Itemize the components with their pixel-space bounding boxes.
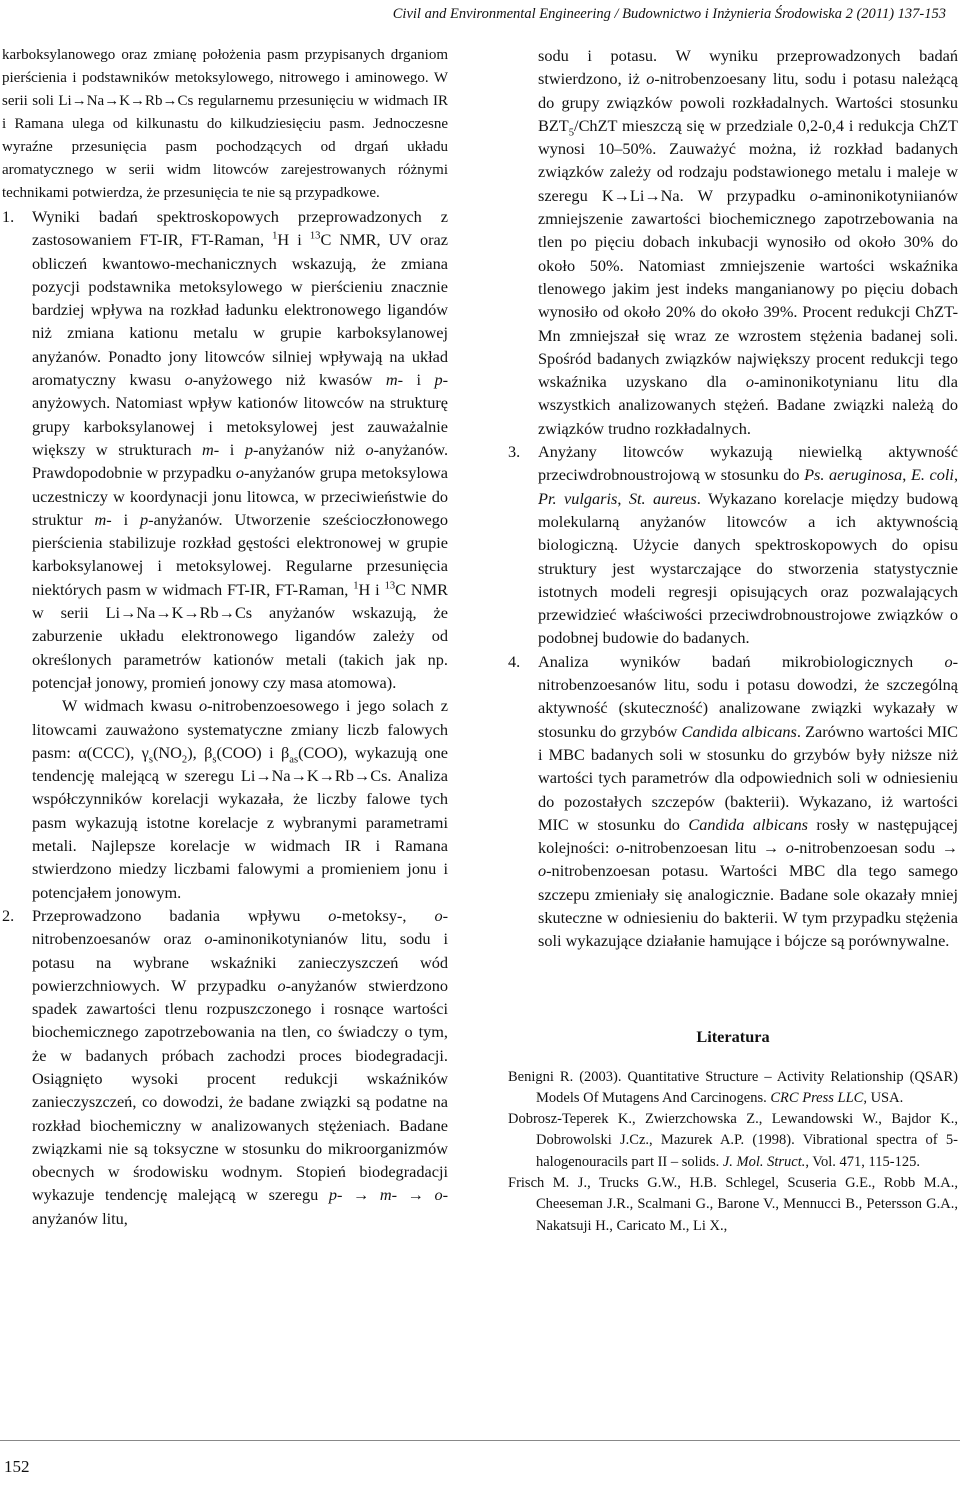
page-number: 152 bbox=[4, 1457, 30, 1476]
conclusion-item-4 bbox=[508, 650, 958, 953]
footer-rule bbox=[0, 1440, 960, 1441]
item-number: 1. bbox=[2, 207, 15, 226]
item-4-paragraph: Analiza wyników badań mikrobiologicznych o-nitrobenzoesanów litu, sodu i potasu dowodzi, że szczególną aktywność (skuteczność) analizowane związki wykazały w stosunku do grzybów Candida albicans. Zarówno wartości MIC i MBC badanych soli w stosunku do grzybów były niższe niż wartości tych parametrów dla odpowiednich soli w odniesieniu do pozostałych szczepów (bakterii). Wykazano, iż wartości MIC w stosunku do Candida albicans rosły w następującej kolejności: o-nitrobenzoesan litu → o-nitrobenzoesan sodu → o-nitrobenzoesan potasu. Wartości MBC dla tego samego szczepu zmieniały się analogicznie. Badane sole okazały mniej skuteczne w odniesieniu do bakterii. W tym przypadku stężenia soli wykazujące działanie hamujące i bójcze są porównywalne. bbox=[538, 651, 958, 951]
item-number: 3. bbox=[508, 442, 521, 462]
item-1-paragraph-2: W widmach kwasu o-nitrobenzoesowego i jego solach z litowcami zauważono systematyczne zmiany liczb falowych pasm: α(CCC), $\gamma_s(NO_2)$, $\beta_s(COO)$ i $\beta_{as}(COO)$, wykazują one tendencję malejącą w szeregu Li→Na→K→Rb→Cs. Analiza współczynników korelacji wykazała, że liczby falowe tych pasm wykazują istotne korelacje z wybranymi parametrami metali. Najlepsze korelacje w widmach IR i Ramana stwierdzono miedzy liczbami falowymi a promieniem jonu i potencjałem jonowym. bbox=[32, 696, 448, 902]
item-2-paragraph: Przeprowadzono badania wpływu o-metoksy-, o-nitrobenzoesanów oraz o-aminonikotynianów litu, sodu i potasu na wybrane wskaźniki zanieczyszczeń wód powierzchniowych. W przypadku o-anyżanów stwierdzono spadek zawartości tlenu rozpuszczonego i rosnące wartości biochemicznego zapotrzebowania na tlen, co świadczy o tym, że w badanych próbach zachodzi proces biodegradacji. Osiągnięto wysoki procent redukcji wskaźników zanieczyszczeń, co dowodzi, że badane związki są podatne na rozkład biochemiczny w analizowanych stężeniach. Badane związkami nie są toksyczne w stosunku do mikroorganizmów obecnych w środowisku wodnym. Stopień biodegradacji wykazuje tendencję malejącą w szeregu p- → m- → o- anyżanów litu, bbox=[32, 905, 449, 1228]
references-heading: Literatura bbox=[696, 1026, 770, 1046]
item-1-paragraph: Wyniki badań spektroskopowych przeprowadzonych z zastosowaniem FT-IR, FT-Raman, $^1$H i $^{13}$C NMR, UV oraz obliczeń kwantowo-mechanicznych wskazują, że zmiana pozycji podstawnika metoksylowego w pierścieniu znacznie bardziej wpływa na rozkład ładunku elektronowego ligandów niż zmiana kationu metalu w grupie karboksylanowej anyżanów. Ponadto jony litowców silniej wpływają na układ aromatyczny kwasu o-anyżowego niż kwasów m- i p-anyżowych. Natomiast wpływ kationów litowców na strukturę grupy karboksylanowej i metoksylowej jest zauważalnie większy w strukturach m- i p-anyżanów niż o-anyżanów. Prawdopodobnie w przypadku o-anyżanów grupa metoksylowa uczestniczy w koordynacji jonu litowca, w przeciwieństwie do struktur m- i p-anyżanów. Utworzenie sześcioczłonowego pierścienia stabilizuje rozkład gęstości elektronowej w grupie karboksylanowej i metoksylowej. Regularne przesunięcia niektórych pasm w widmach FT-IR, FT-Raman, $^1$H i $^{13}$C NMR w serii Li→Na→K→Rb→Cs anyżanów wskazują, że zaburzenie układu elektronowego ligandów zależy od określonych parametrów kationów metali (takich jak np. potencjał jonowy, promień jonowy czy masa atomowa). bbox=[32, 207, 449, 692]
conclusion-item-1 bbox=[2, 205, 448, 904]
conclusion-item-2-continued bbox=[508, 44, 958, 440]
reference-entry: Frisch M. J., Trucks G.W., H.B. Schlegel, Scuseria G.E., Robb M.A., Cheeseman J.R., Scalmani G., Barone V., Mennucci B., Petersson G.A., Nakatsuji H., Caricato M., Li X., bbox=[508, 1175, 958, 1234]
reference-entry: Benigni R. (2003). Quantitative Structure – Activity Relationship (QSAR) Models Of Mutagens And Carcinogens. CRC Press LLC, USA. bbox=[508, 1068, 958, 1106]
conclusion-item-2 bbox=[2, 904, 448, 1230]
right-column bbox=[508, 44, 958, 1237]
item-number: 2. bbox=[2, 905, 15, 925]
reference-entry: Dobrosz-Teperek K., Zwierzchowska Z., Lewandowski W., Bajdor K., Dobrowolski J.Cz., Mazurek A.P. (1998). Vibrational spectra of 5-halogenouracils part II – solids. J. Mol. Struct., Vol. 471, 115-125. bbox=[508, 1111, 958, 1170]
left-column bbox=[2, 44, 448, 1230]
running-header: Civil and Environmental Engineering / Budownictwo i Inżynieria Środowiska 2 (2011) 137-153 bbox=[392, 6, 946, 22]
item-2-continuation: sodu i potasu. W wyniku przeprowadzonych badań stwierdzono, iż o-nitrobenzoesany litu, sodu i potasu należącą do grupy związków powoli rozkładalnych. Wartości stosunku $BZT_5$/ChZT mieszczą się w przedziale 0,2-0,4 i redukcja ChZT wynosi 10–50%. Zauważyć można, iż rozkład badanych związków zależy od rodzaju podstawionego metalu i maleje w szeregu K→Li→Na. W przypadku o-aminonikotyniianów zmniejszenie zawartości biochemicznego zapotrzebowania na tlen po pięciu dobach inkubacji wynosiło od około 30% do około 50%. Natomiast zmniejszenie wartości wskaźnika tlenowego jakim jest indeks manganianowy po pięciu dobach wynosiło od około 20% do około 39%. Procent redukcji ChZT-Mn zmniejszał się wraz ze wzrostem stężenia badanej soli. Spośród badanych związków największy procent redukcji tego wskaźnika uzyskano dla o-aminonikotynianu litu dla wszystkich analizowanych stężeń. Badane związki należą do związków trudno rozkładalnych. bbox=[538, 46, 959, 438]
intro-paragraph: karboksylanowego oraz zmianę położenia pasm przypisanych drganiom pierścienia i podstawników metoksylowego, nitrowego i aminowego. W serii soli Li→Na→K→Rb→Cs regularnemu przesunięciu w widmach IR i Ramana ulega od kilkunastu do kilkudziesięciu pasm. Jednoczesne wyraźne przesunięcia pasm pochodzących od drgań układu aromatycznego w serii widm litowców zarejestrowanych różnymi technikami potwierdza, że przesunięcia te nie są przypadkowe. bbox=[2, 47, 448, 201]
item-number: 4. bbox=[508, 651, 521, 671]
item-3-paragraph: Anyżany litowców wykazują niewielką aktywność przeciwdrobnoustrojową w stosunku do Ps. aeruginosa, E. coli, Pr. vulgaris, St. aureus. Wykazano korelacje między budową molekularną anyżanów litowców a ich aktywnością biologiczną. Użycie danych spektroskopowych do opisu struktury jest wystarczające do stworzenia statystycznie istotnych modeli regresji opisujących oraz pozwalających przewidzieć właściwości przeciwdrobnoustrojowe związków o podobnej budowie do badanych. bbox=[538, 442, 959, 648]
references-list bbox=[508, 1067, 958, 1237]
conclusion-item-3 bbox=[508, 440, 958, 650]
